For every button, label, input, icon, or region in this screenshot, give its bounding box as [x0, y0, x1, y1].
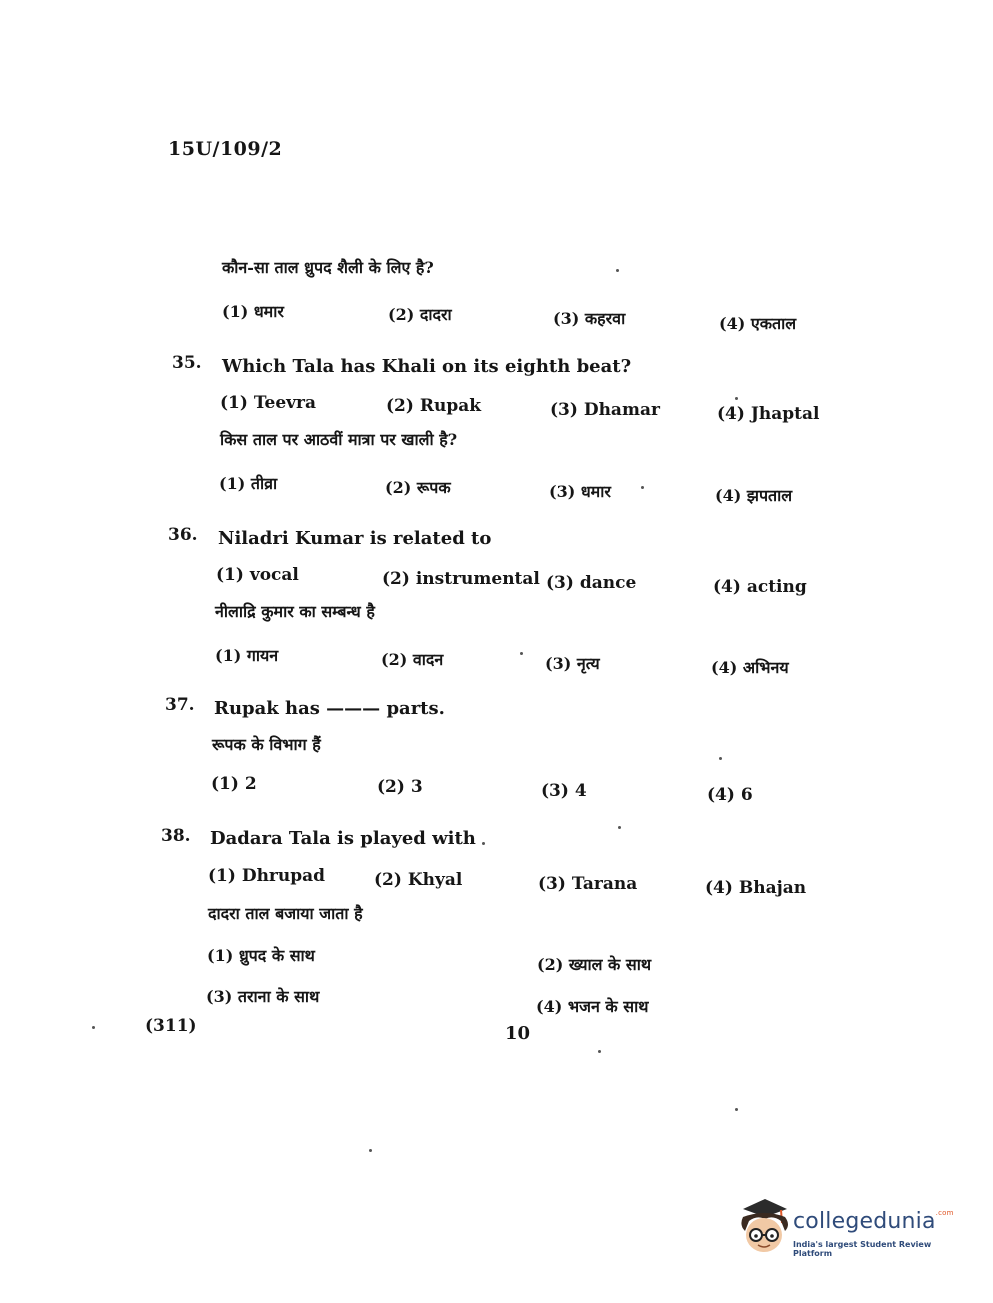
q37-option-2: (2) 3	[377, 777, 423, 797]
mascot-icon	[735, 1195, 791, 1261]
q38-option-1: (1) Dhrupad	[208, 866, 326, 886]
q35-hindi-option-2: (2) रूपक	[385, 478, 451, 497]
scan-speck	[618, 826, 621, 829]
scan-speck	[616, 269, 619, 272]
q36-option-1: (1) vocal	[216, 565, 299, 585]
scan-speck	[598, 1050, 601, 1053]
q38-hindi-option-2: (2) ख्याल के साथ	[537, 955, 652, 974]
q36-hindi-question: नीलाद्रि कुमार का सम्बन्ध है	[215, 602, 375, 621]
collegedunia-logo	[735, 1195, 965, 1265]
q37-option-4: (4) 6	[707, 785, 753, 805]
q37-number: 37.	[165, 695, 195, 715]
scan-speck	[641, 486, 644, 489]
q34-hindi-option-3: (3) कहरवा	[553, 309, 626, 328]
q36-option-2: (2) instrumental	[382, 569, 540, 589]
scan-speck	[520, 652, 523, 655]
footer-code: (311)	[145, 1016, 197, 1036]
q35-hindi-question: किस ताल पर आठवीं मात्रा पर खाली है?	[220, 430, 458, 449]
logo-name: collegedunia	[793, 1209, 936, 1234]
q38-hindi-option-4: (4) भजन के साथ	[536, 997, 649, 1016]
q36-hindi-option-2: (2) वादन	[381, 650, 444, 669]
q36-number: 36.	[168, 525, 198, 545]
q35-option-1: (1) Teevra	[220, 393, 317, 413]
q35-hindi-option-4: (4) झपताल	[715, 486, 793, 505]
q34-hindi-option-2: (2) दादरा	[388, 305, 452, 324]
scan-speck	[735, 397, 738, 400]
q38-option-3: (3) Tarana	[538, 874, 638, 894]
scan-speck	[369, 1149, 372, 1152]
scan-speck	[735, 1108, 738, 1111]
q36-hindi-option-4: (4) अभिनय	[711, 658, 789, 677]
q38-number: 38.	[161, 826, 191, 846]
q38-hindi-option-3: (3) तराना के साथ	[206, 987, 320, 1006]
q36-option-4: (4) acting	[713, 577, 807, 597]
q35-hindi-option-1: (1) तीव्रा	[219, 474, 278, 493]
logo-tagline: India's largest Student Review Platform	[793, 1240, 932, 1258]
page-number: 10	[505, 1023, 531, 1044]
q35-option-2: (2) Rupak	[386, 396, 482, 416]
q36-option-3: (3) dance	[546, 573, 637, 593]
q38-hindi-question: दादरा ताल बजाया जाता है	[208, 904, 363, 923]
logo-wordmark	[793, 1209, 954, 1234]
q35-question: Which Tala has Khali on its eighth beat?	[222, 356, 632, 377]
scan-speck	[92, 1026, 95, 1029]
paper-code: 15U/109/2	[168, 138, 283, 160]
q37-option-1: (1) 2	[211, 774, 257, 794]
q38-question: Dadara Tala is played with	[210, 828, 476, 849]
q35-number: 35.	[172, 353, 202, 373]
q37-question: Rupak has ——— parts.	[214, 698, 445, 719]
q36-hindi-option-1: (1) गायन	[215, 646, 279, 665]
q35-option-4: (4) Jhaptal	[717, 404, 820, 424]
q34-hindi-question: कौन-सा ताल ध्रुपद शैली के लिए है?	[222, 258, 434, 277]
q37-hindi-question: रूपक के विभाग हैं	[212, 735, 321, 754]
scan-speck	[719, 757, 722, 760]
scan-speck	[482, 842, 485, 845]
q35-option-3: (3) Dhamar	[550, 400, 660, 420]
q37-option-3: (3) 4	[541, 781, 587, 801]
q36-question: Niladri Kumar is related to	[218, 528, 492, 549]
q34-hindi-option-1: (1) धमार	[222, 302, 284, 321]
q38-option-4: (4) Bhajan	[705, 878, 807, 898]
q35-hindi-option-3: (3) धमार	[549, 482, 611, 501]
logo-suffix: .com	[935, 1209, 954, 1217]
q38-hindi-option-1: (1) ध्रुपद के साथ	[207, 946, 315, 965]
q34-hindi-option-4: (4) एकताल	[719, 314, 797, 333]
q38-option-2: (2) Khyal	[374, 870, 463, 890]
q36-hindi-option-3: (3) नृत्य	[545, 654, 600, 673]
